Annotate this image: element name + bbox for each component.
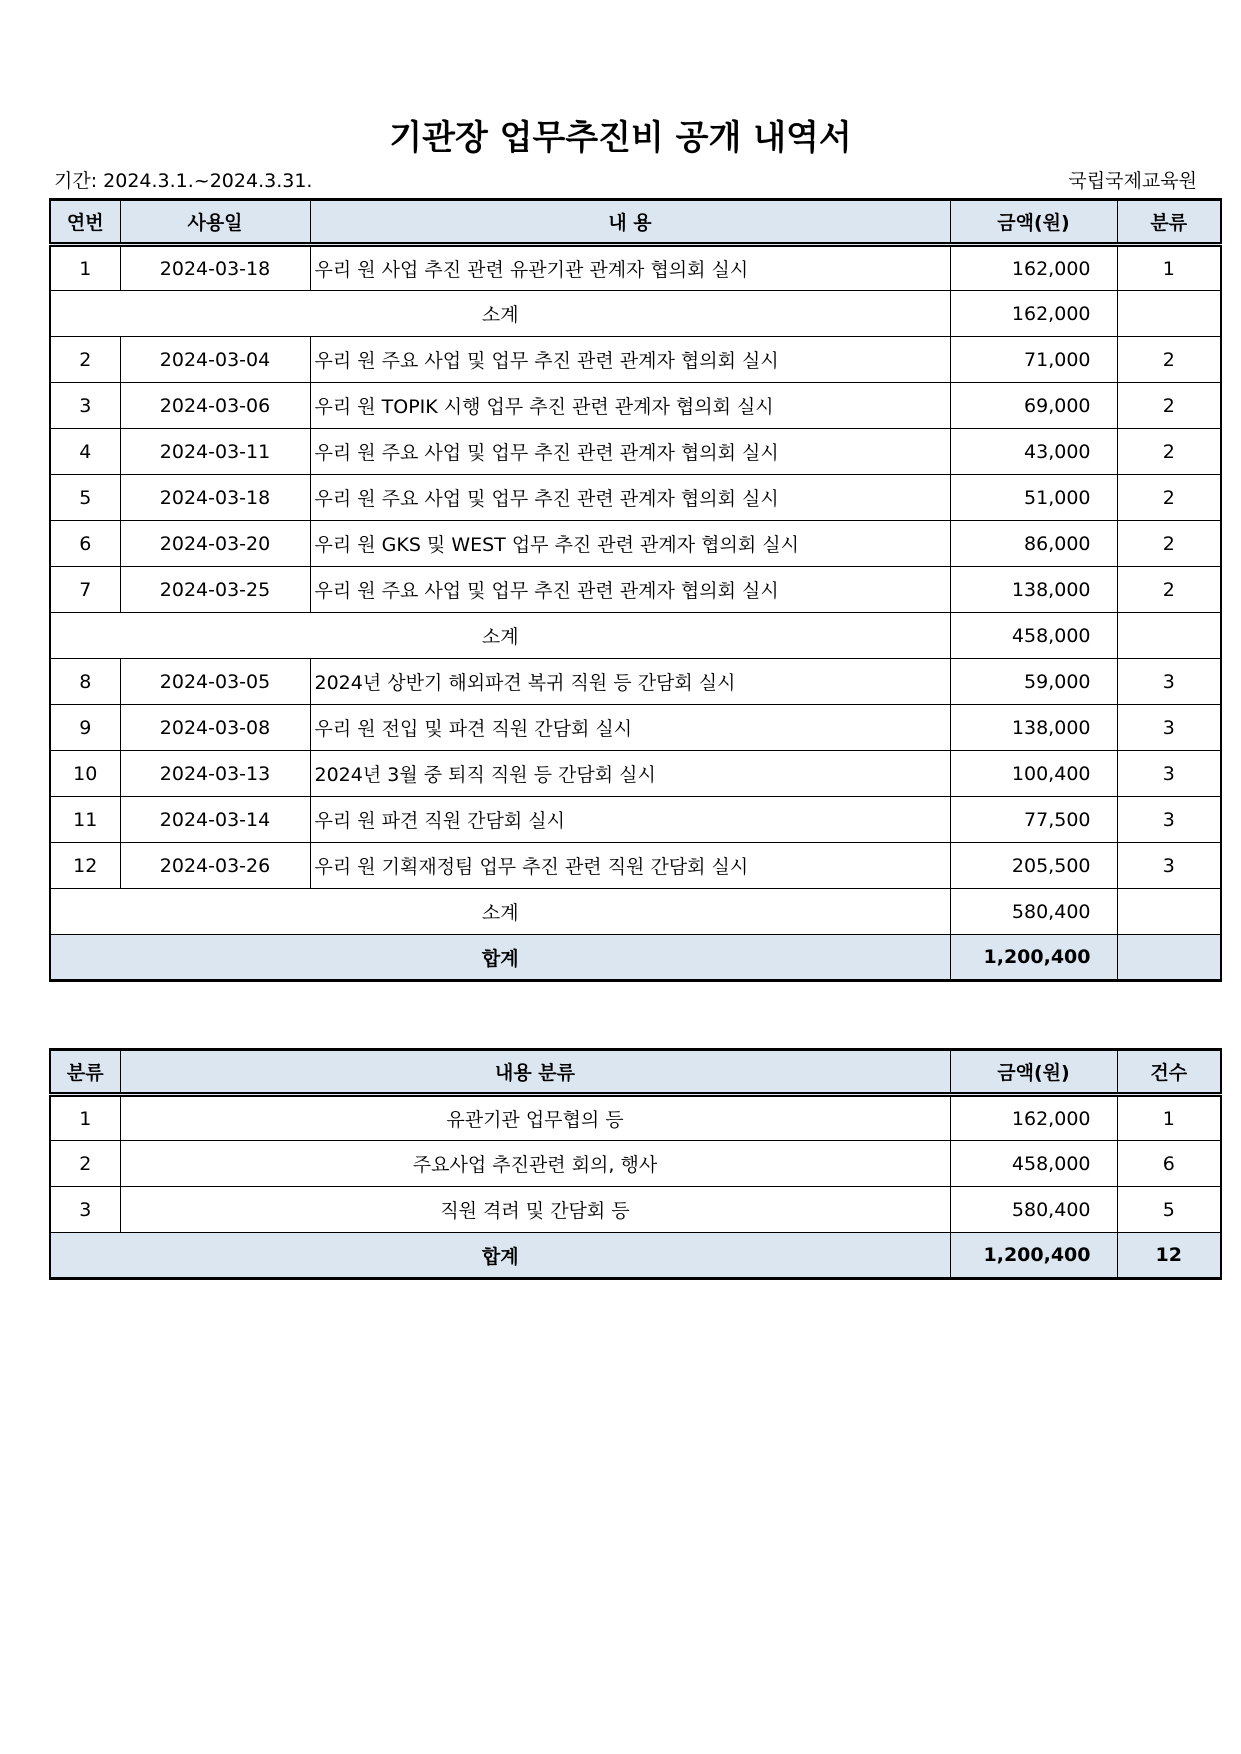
row-no: 7	[50, 567, 120, 613]
header-category: 분류	[50, 1050, 120, 1095]
row-category: 3	[1117, 843, 1221, 889]
table-row	[50, 751, 1221, 797]
row-no: 1	[50, 245, 120, 291]
row-desc: 우리 원 주요 사업 및 업무 추진 관련 관계자 협의회 실시	[310, 567, 950, 613]
table-row	[50, 337, 1221, 383]
row-desc: 우리 원 기획재정팀 업무 추진 관련 직원 간담회 실시	[310, 843, 950, 889]
row-amount: 138,000	[950, 705, 1117, 751]
row-amount: 162,000	[950, 245, 1117, 291]
row-category: 2	[1117, 337, 1221, 383]
row-amount: 86,000	[950, 521, 1117, 567]
row-date: 2024-03-26	[120, 843, 310, 889]
row-no: 4	[50, 429, 120, 475]
header-no: 연번	[50, 200, 120, 245]
row-amount: 59,000	[950, 659, 1117, 705]
row-category: 3	[1117, 659, 1221, 705]
row-no: 6	[50, 521, 120, 567]
row-category: 2	[1117, 475, 1221, 521]
table-row	[50, 797, 1221, 843]
row-category: 3	[1117, 705, 1221, 751]
organization-label: 국립국제교육원	[1068, 170, 1197, 192]
row-desc: 우리 원 파견 직원 간담회 실시	[310, 797, 950, 843]
row-amount: 77,500	[950, 797, 1117, 843]
total-row	[50, 1233, 1221, 1279]
row-category: 1	[1117, 245, 1221, 291]
row-amount: 205,500	[950, 843, 1117, 889]
table-row	[50, 659, 1221, 705]
row-amount: 138,000	[950, 567, 1117, 613]
row-amount: 580,400	[950, 1187, 1117, 1233]
row-amount: 458,000	[950, 1141, 1117, 1187]
total-amount: 1,200,400	[950, 1233, 1117, 1279]
empty-cell	[1117, 889, 1221, 935]
row-category: 1	[50, 1095, 120, 1141]
row-count: 6	[1117, 1141, 1221, 1187]
row-date: 2024-03-18	[120, 475, 310, 521]
row-no: 10	[50, 751, 120, 797]
row-date: 2024-03-20	[120, 521, 310, 567]
table-row	[50, 245, 1221, 291]
table-row	[50, 1141, 1221, 1187]
row-date: 2024-03-08	[120, 705, 310, 751]
row-category: 3	[1117, 797, 1221, 843]
table-row	[50, 1095, 1221, 1141]
row-desc: 우리 원 GKS 및 WEST 업무 추진 관련 관계자 협의회 실시	[310, 521, 950, 567]
subtotal-row	[50, 291, 1221, 337]
row-date: 2024-03-18	[120, 245, 310, 291]
table-row	[50, 475, 1221, 521]
period-label: 기간: 2024.3.1.~2024.3.31.	[54, 170, 313, 192]
page-title: 기관장 업무추진비 공개 내역서	[389, 118, 852, 158]
row-no: 2	[50, 337, 120, 383]
header-category: 분류	[1117, 200, 1221, 245]
empty-cell	[1117, 613, 1221, 659]
table-row	[50, 843, 1221, 889]
row-no: 5	[50, 475, 120, 521]
table-row	[50, 567, 1221, 613]
row-category-desc: 주요사업 추진관련 회의, 행사	[120, 1141, 950, 1187]
row-date: 2024-03-14	[120, 797, 310, 843]
row-desc: 2024년 상반기 해외파견 복귀 직원 등 간담회 실시	[310, 659, 950, 705]
row-category: 2	[1117, 521, 1221, 567]
header-desc: 내 용	[310, 200, 950, 245]
subtotal-amount: 162,000	[950, 291, 1117, 337]
subtotal-label: 소계	[50, 613, 950, 659]
empty-cell	[1117, 291, 1221, 337]
subtotal-row	[50, 889, 1221, 935]
table-header-row	[50, 200, 1221, 245]
total-amount: 1,200,400	[950, 935, 1117, 981]
row-date: 2024-03-25	[120, 567, 310, 613]
total-label: 합계	[50, 935, 950, 981]
row-desc: 우리 원 사업 추진 관련 유관기관 관계자 협의회 실시	[310, 245, 950, 291]
subtotal-row	[50, 613, 1221, 659]
row-desc: 우리 원 주요 사업 및 업무 추진 관련 관계자 협의회 실시	[310, 429, 950, 475]
total-label: 합계	[50, 1233, 950, 1279]
row-amount: 100,400	[950, 751, 1117, 797]
total-row	[50, 935, 1221, 981]
table-row	[50, 521, 1221, 567]
row-category: 3	[1117, 751, 1221, 797]
row-desc: 우리 원 전입 및 파견 직원 간담회 실시	[310, 705, 950, 751]
table-row	[50, 383, 1221, 429]
subtotal-label: 소계	[50, 291, 950, 337]
header-amount: 금액(원)	[950, 1050, 1117, 1095]
category-summary-table	[49, 1048, 1222, 1280]
row-date: 2024-03-05	[120, 659, 310, 705]
row-category: 2	[1117, 567, 1221, 613]
row-count: 5	[1117, 1187, 1221, 1233]
row-desc: 우리 원 주요 사업 및 업무 추진 관련 관계자 협의회 실시	[310, 475, 950, 521]
row-category: 2	[50, 1141, 120, 1187]
total-count: 12	[1117, 1233, 1221, 1279]
row-no: 8	[50, 659, 120, 705]
row-date: 2024-03-11	[120, 429, 310, 475]
row-date: 2024-03-13	[120, 751, 310, 797]
table-row	[50, 1187, 1221, 1233]
row-amount: 51,000	[950, 475, 1117, 521]
table-row	[50, 429, 1221, 475]
row-amount: 71,000	[950, 337, 1117, 383]
subtotal-label: 소계	[50, 889, 950, 935]
row-no: 11	[50, 797, 120, 843]
row-no: 12	[50, 843, 120, 889]
row-category: 2	[1117, 383, 1221, 429]
header-date: 사용일	[120, 200, 310, 245]
row-count: 1	[1117, 1095, 1221, 1141]
table-header-row	[50, 1050, 1221, 1095]
row-category: 2	[1117, 429, 1221, 475]
row-category: 3	[50, 1187, 120, 1233]
row-desc: 우리 원 주요 사업 및 업무 추진 관련 관계자 협의회 실시	[310, 337, 950, 383]
row-amount: 162,000	[950, 1095, 1117, 1141]
row-amount: 69,000	[950, 383, 1117, 429]
row-date: 2024-03-06	[120, 383, 310, 429]
subtotal-amount: 458,000	[950, 613, 1117, 659]
header-category-desc: 내용 분류	[120, 1050, 950, 1095]
row-date: 2024-03-04	[120, 337, 310, 383]
row-desc: 2024년 3월 중 퇴직 직원 등 간담회 실시	[310, 751, 950, 797]
row-category-desc: 유관기관 업무협의 등	[120, 1095, 950, 1141]
row-amount: 43,000	[950, 429, 1117, 475]
expense-detail-table	[49, 198, 1222, 982]
row-desc: 우리 원 TOPIK 시행 업무 추진 관련 관계자 협의회 실시	[310, 383, 950, 429]
row-no: 3	[50, 383, 120, 429]
row-no: 9	[50, 705, 120, 751]
header-amount: 금액(원)	[950, 200, 1117, 245]
table-row	[50, 705, 1221, 751]
subtotal-amount: 580,400	[950, 889, 1117, 935]
empty-cell	[1117, 935, 1221, 981]
row-category-desc: 직원 격려 및 간담회 등	[120, 1187, 950, 1233]
header-count: 건수	[1117, 1050, 1221, 1095]
